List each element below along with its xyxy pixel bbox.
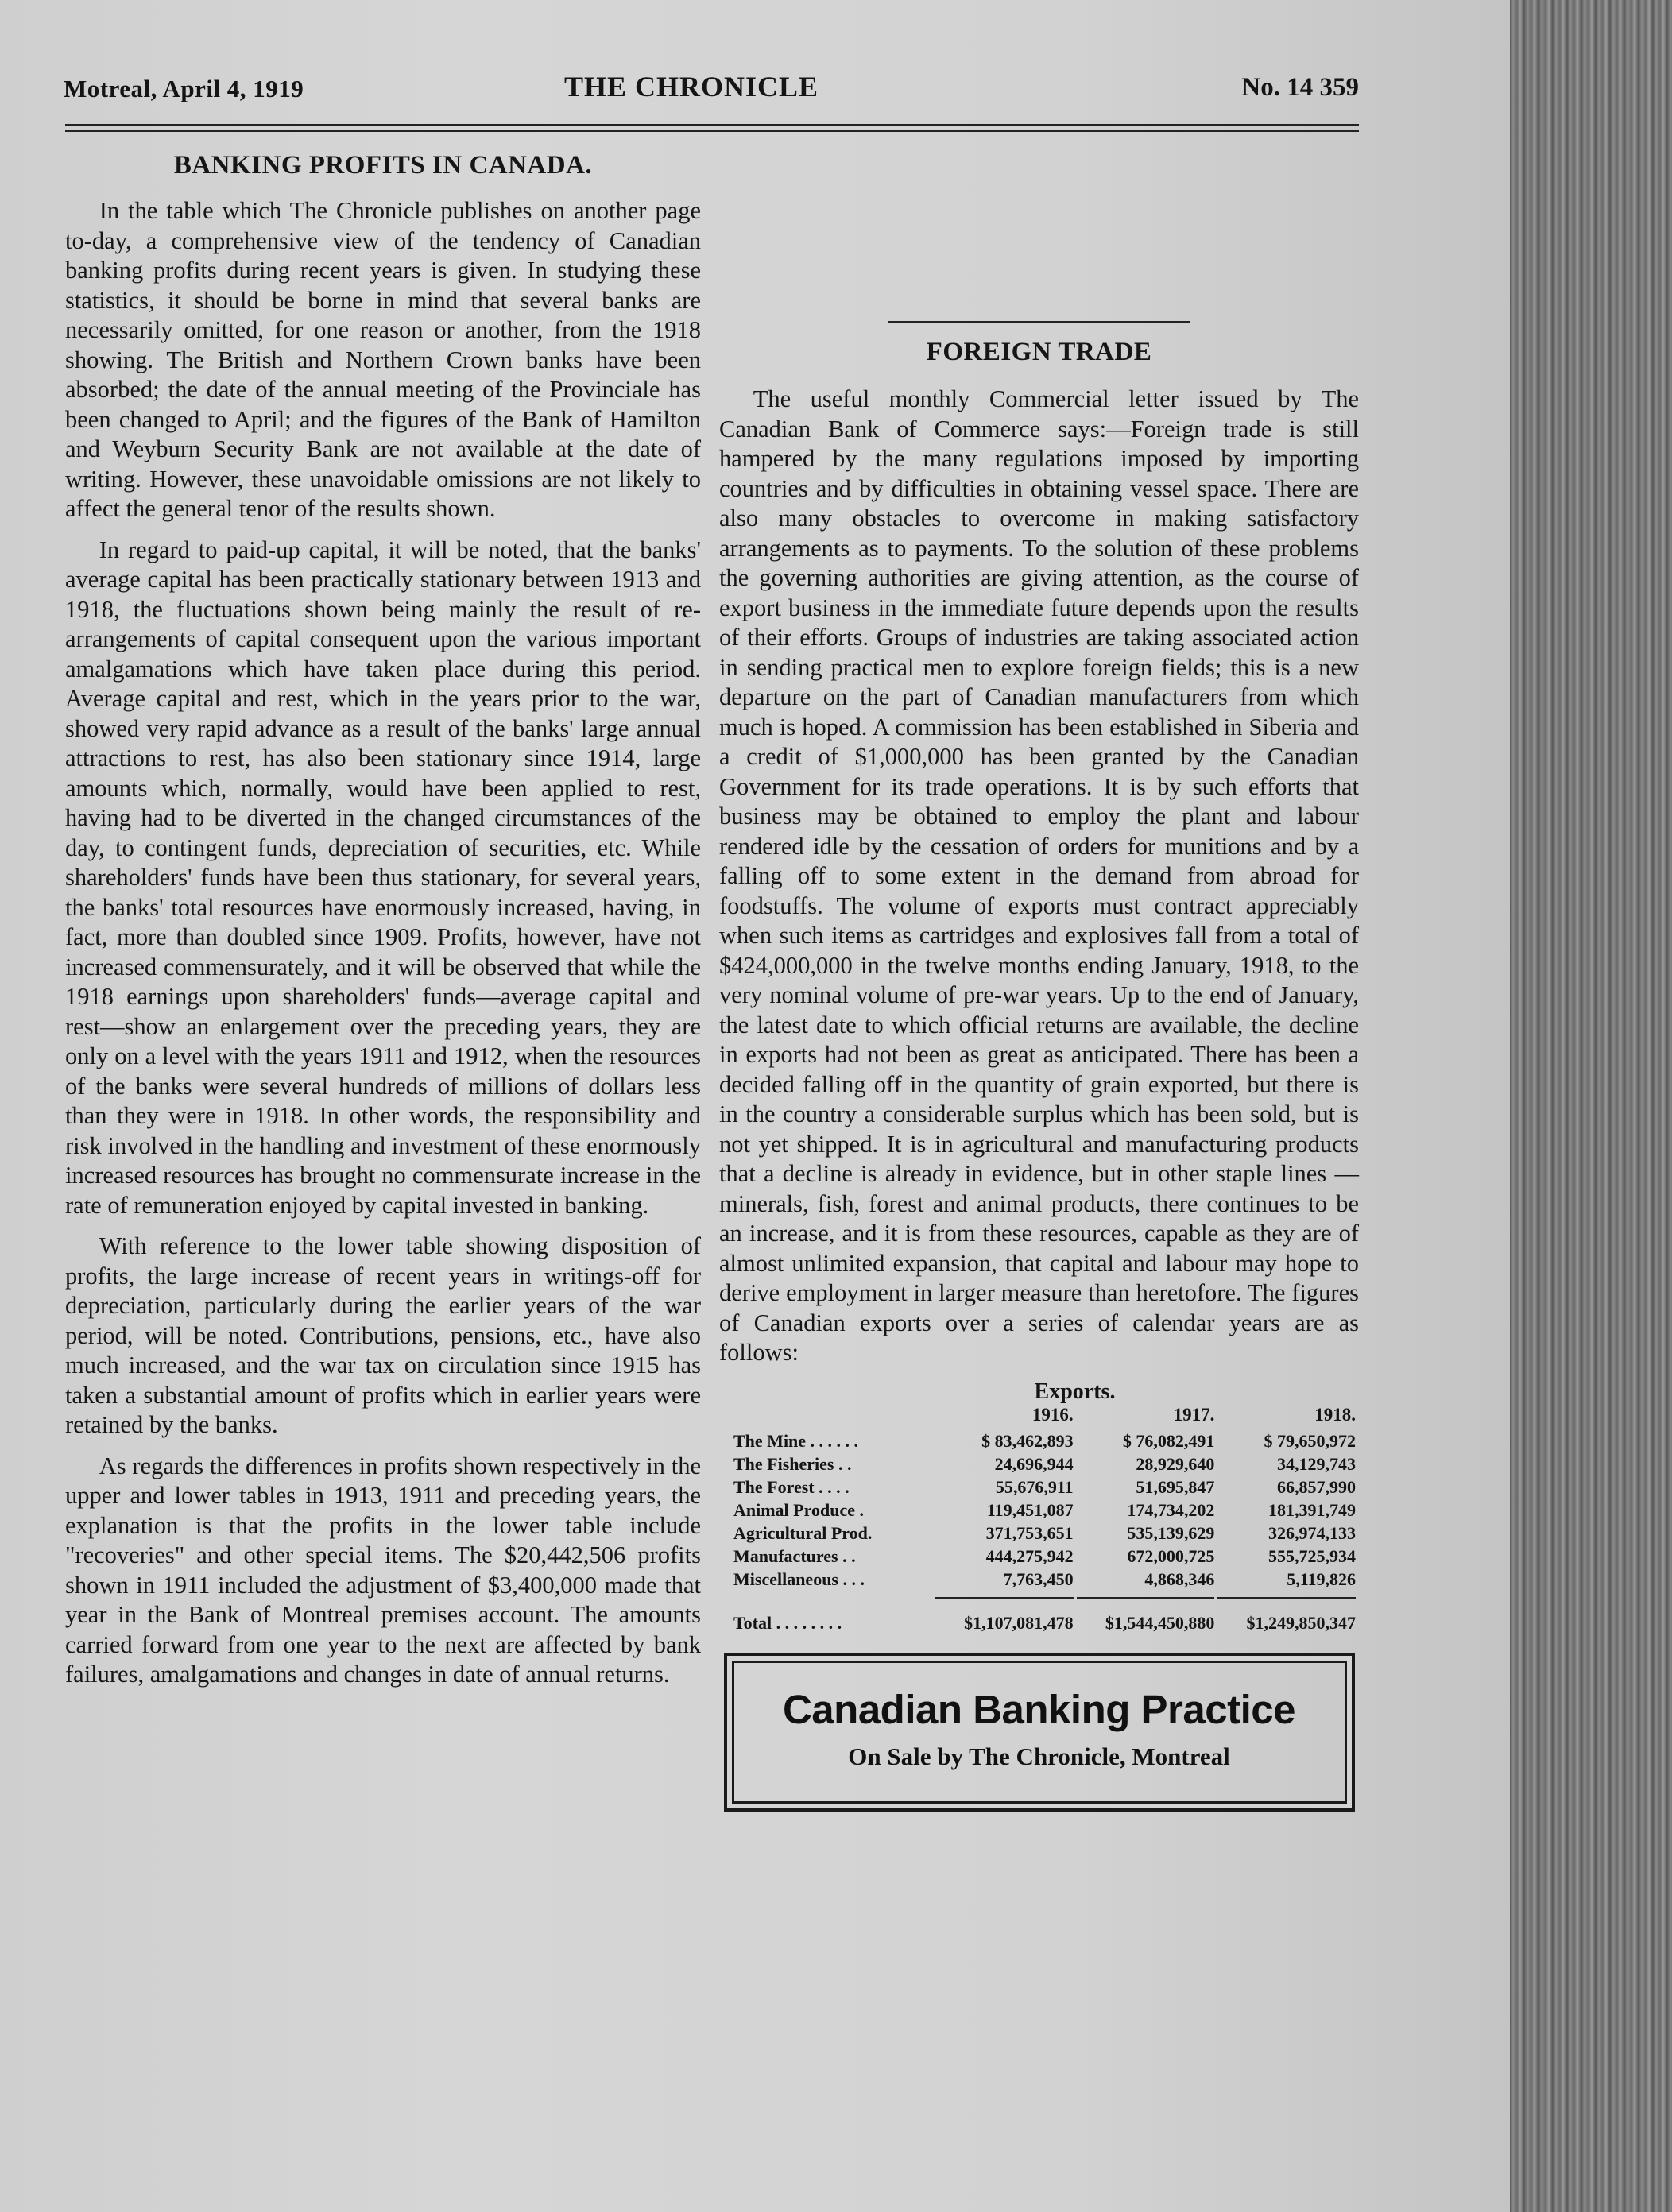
- continued-text-space: [719, 159, 1359, 300]
- sum-rule: [1077, 1597, 1215, 1599]
- row-label: Miscellaneous . . .: [733, 1569, 865, 1589]
- cell-1917: 51,695,847: [1136, 1477, 1215, 1497]
- table-row: [719, 1545, 1359, 1568]
- total-1917: $1,544,450,880: [1105, 1613, 1215, 1633]
- cell-1917: 28,929,640: [1136, 1454, 1215, 1474]
- cell-1918: 555,725,934: [1268, 1546, 1356, 1566]
- cell-1917: 174,734,202: [1127, 1500, 1215, 1520]
- year-1917: 1917.: [1173, 1404, 1215, 1425]
- cell-1917: 672,000,725: [1127, 1546, 1215, 1566]
- row-label: The Mine . . . . . .: [733, 1431, 859, 1451]
- publication-title: THE CHRONICLE: [564, 71, 819, 102]
- year-1918: 1918.: [1314, 1404, 1356, 1425]
- table-row: [719, 1568, 1359, 1591]
- issue-page-number: No. 14 359: [1241, 73, 1359, 102]
- book-binding-edge: [1510, 0, 1672, 2212]
- foreign-trade-title: FOREIGN TRADE: [926, 338, 1152, 366]
- banking-article-title: BANKING PROFITS IN CANADA.: [173, 151, 593, 180]
- year-1916: 1916.: [1031, 1404, 1074, 1425]
- right-column: [719, 145, 1359, 1812]
- cell-1917: 535,139,629: [1127, 1523, 1215, 1543]
- table-row: [719, 1430, 1359, 1453]
- cell-1918: 34,129,743: [1277, 1454, 1356, 1474]
- cell-1916: $ 83,462,893: [981, 1431, 1074, 1451]
- cell-1916: 7,763,450: [1003, 1569, 1074, 1589]
- exports-grid: [719, 1405, 1359, 1635]
- cell-1916: 119,451,087: [986, 1500, 1074, 1520]
- banking-paragraph-4: As regards the differences in profits shown respectively in the upper and lower tables in 1913, 1911 and preceding years, the explanation is that the profits in the lower table include "recoveries" and other special items. The $20,442,506 profits shown in 1911 included the adjustment of $3,400,000 made that year in the Bank of Montreal premises account. The amounts carried forward from one year to the next are affected by bank failures, amalgamations and changes in date of annual returns.: [65, 1452, 701, 1688]
- advertisement-box: [724, 1653, 1355, 1812]
- cell-1918: 5,119,826: [1287, 1569, 1356, 1589]
- table-row: [719, 1499, 1359, 1522]
- row-label: Animal Produce .: [733, 1500, 864, 1520]
- table-row: [719, 1476, 1359, 1499]
- cell-1916: 371,753,651: [985, 1523, 1074, 1543]
- table-row: [719, 1453, 1359, 1476]
- total-label: Total . . . . . . . .: [733, 1613, 842, 1633]
- exports-header-row: [719, 1405, 1359, 1430]
- table-row: [719, 1522, 1359, 1545]
- cell-1918: $ 79,650,972: [1264, 1431, 1356, 1451]
- page-header: [64, 70, 1359, 110]
- dateline: Motreal, April 4, 1919: [64, 75, 304, 102]
- row-label: The Fisheries . .: [733, 1454, 852, 1474]
- total-1918: $1,249,850,347: [1246, 1613, 1356, 1633]
- advertisement-subtitle: On Sale by The Chronicle, Montreal: [848, 1742, 1230, 1770]
- banking-paragraph-1: In the table which The Chronicle publishes on another page to-day, a comprehensive view of the tendency of Canadian banking profits during recent years is given. In studying these statistics, it should be borne in mind that several banks are necessarily omitted, for one reason or another, from the 1918 showing. The British and Northern Crown banks have been absorbed; the date of the annual meeting of the Provinciale has been changed to April; and the figures of the Bank of Hamilton and Weyburn Security Bank are not available at the date of writing. However, these unavoidable omissions are not likely to affect the general tenor of the results shown.: [65, 197, 701, 522]
- total-separator-row: [719, 1591, 1359, 1604]
- row-label: Agricultural Prod.: [733, 1523, 873, 1543]
- exports-table-title: Exports.: [1034, 1379, 1116, 1404]
- row-label: The Forest . . . .: [733, 1477, 850, 1497]
- cell-1917: $ 76,082,491: [1122, 1431, 1215, 1451]
- sum-rule: [935, 1597, 1074, 1599]
- header-rule-thin: [65, 130, 1359, 132]
- cell-1916: 24,696,944: [994, 1454, 1074, 1474]
- row-label: Manufactures . .: [733, 1546, 856, 1566]
- left-column: [65, 145, 701, 1701]
- total-row: [719, 1604, 1359, 1635]
- cell-1916: 444,275,942: [985, 1546, 1074, 1566]
- cell-1918: 181,391,749: [1268, 1500, 1356, 1520]
- header-rule-thick: [65, 124, 1359, 126]
- cell-1918: 66,857,990: [1277, 1477, 1356, 1497]
- advertisement-title: Canadian Banking Practice: [782, 1686, 1296, 1732]
- cell-1916: 55,676,911: [995, 1477, 1074, 1497]
- cell-1917: 4,868,346: [1144, 1569, 1215, 1589]
- banking-paragraph-3: With reference to the lower table showing disposition of profits, the large increase of recent years in writings-off for depreciation, particularly during the earlier years of the war period, will be noted. Contributions, pensions, etc., have also much increased, and the war tax on circulation since 1915 has taken a substantial amount of profits which in earlier years were retained by the banks.: [65, 1232, 701, 1438]
- banking-paragraph-2: In regard to paid-up capital, it will be noted, that the banks' average capital has been practically stationary between 1913 and 1918, the fluctuations shown being mainly the result of re-arrangements of capital consequent upon the various important amalgamations which have taken place during this period. Average capital and rest, which in the years prior to the war, showed very rapid advance as a result of the banks' large annual attractions to rest, has also been stationary since 1914, large amounts which, normally, would have been applied to rest, having had to be diverted in the changed circumstances of the day, to contingent funds, depreciation of securities, etc. While shareholders' funds have been thus stationary, for several years, the banks' total resources have enormously increased, having, in fact, more than doubled since 1909. Profits, however, have not increased commensurately, and it will be observed that while the 1918 earnings upon shareholders' funds—average capital and rest—show an enlargement over the preceding years, they are only on a level with the years 1911 and 1912, when the resources of the banks were several hundreds of millions of dollars less than they were in 1918. In other words, the responsibility and risk involved in the handling and investment of these enormously increased resources has brought no commensurate increase in the rate of remuneration enjoyed by capital invested in banking.: [65, 536, 701, 1219]
- exports-table: [719, 1379, 1359, 1635]
- total-1916: $1,107,081,478: [964, 1613, 1074, 1633]
- section-divider: [888, 321, 1190, 323]
- sum-rule: [1217, 1597, 1356, 1599]
- foreign-trade-paragraph: The useful monthly Commercial letter issued by The Canadian Bank of Commerce says:—Foreign trade is still hampered by the many regulations imposed by importing countries and by difficulties in obtaining vessel space. There are also many obstacles to overcome in making satisfactory arrangements as to payments. To the solution of these problems the governing authorities are giving attention, as the course of export business in the immediate future depends upon the results of their efforts. Groups of industries are taking associated action in sending practical men to explore foreign fields; this is a new departure on the part of Canadian manufacturers from which much is hoped. A commission has been established in Siberia and a credit of $1,000,000 has been granted by the Canadian Government for its trade operations. It is by such efforts that business may be obtained to employ the plant and labour rendered idle by the cessation of orders for munitions and by a falling off to some extent in the demand from abroad for foodstuffs. The volume of exports must contract appreciably when such items as cartridges and explosives fall from a total of $424,000,000 in the twelve months ending January, 1918, to the very nominal volume of pre-war years. Up to the end of January, the latest date to which official returns are available, the decline in exports had not been as great as anticipated. There has been a decided falling off in the quantity of grain exported, but there is in the country a considerable surplus which has been sold, but is not yet shipped. It is in agricultural and manufacturing products that a decline is already in evidence, but in other staple lines — minerals, fish, forest and animal products, there continues to be an increase, and it is from these resources, capable as they are of almost unlimited expansion, that capital and labour may hope to derive employment in larger measure than heretofore. The figures of Canadian exports over a series of calendar years are as follows:: [719, 385, 1359, 1366]
- cell-1918: 326,974,133: [1268, 1523, 1356, 1543]
